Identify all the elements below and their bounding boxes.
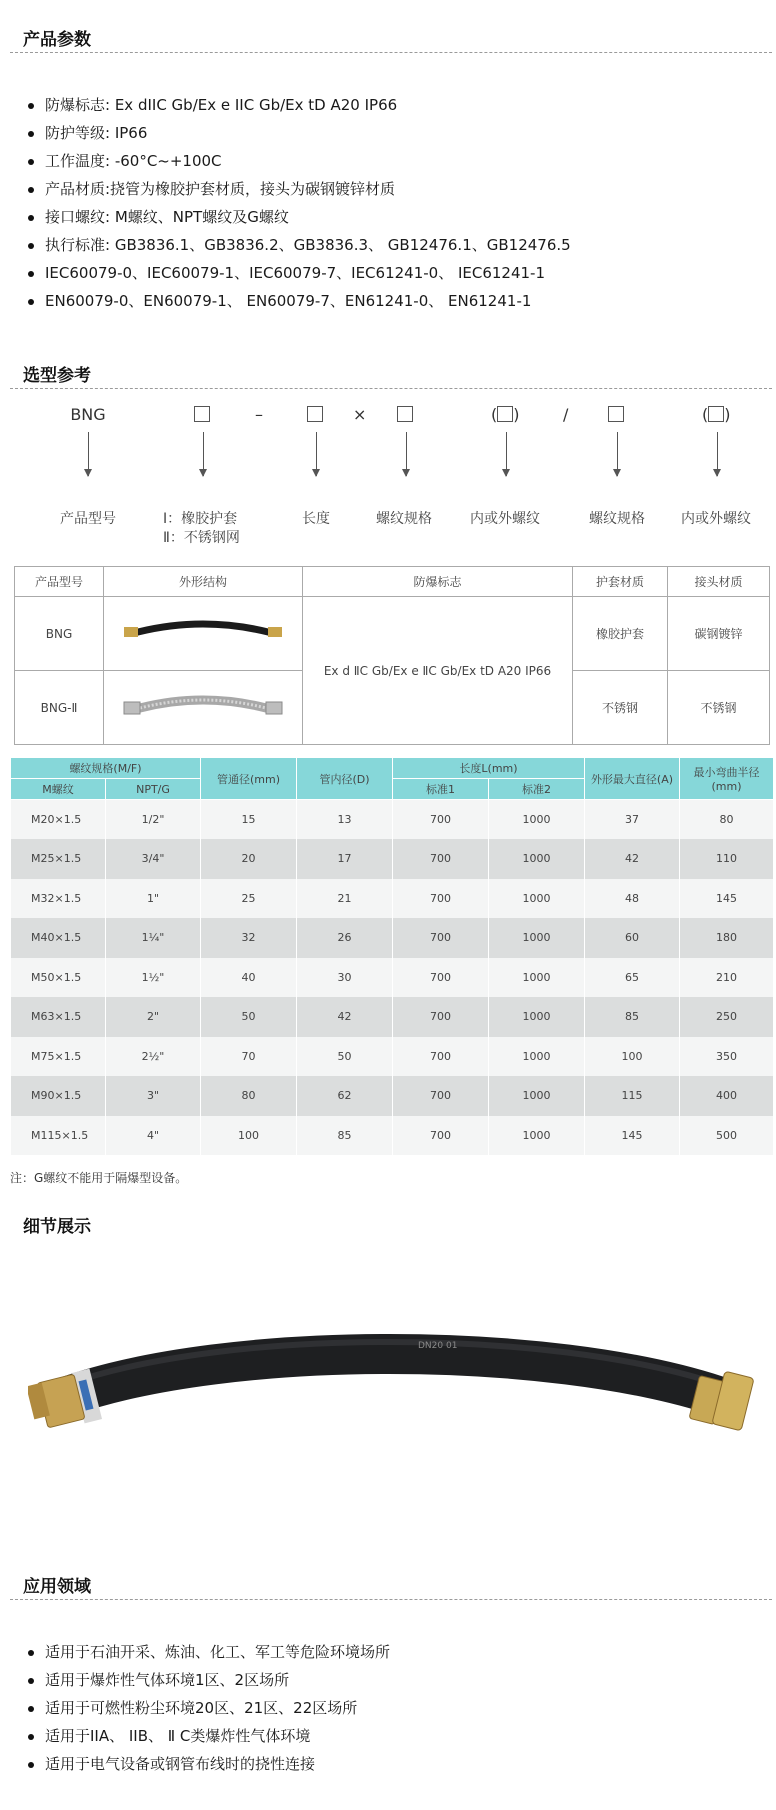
cell-model: BNG xyxy=(15,597,104,671)
param-item: 防护等级: IP66 xyxy=(28,119,571,147)
cell-joint: 碳钢镀锌 xyxy=(668,597,770,671)
header-length: 长度L(mm) xyxy=(393,758,585,779)
table-cell: 32 xyxy=(201,918,297,958)
params-list xyxy=(28,91,571,315)
table-header: 护套材质 xyxy=(573,567,668,597)
table-cell: 700 xyxy=(393,1116,489,1156)
table-header: 接头材质 xyxy=(668,567,770,597)
table-row xyxy=(11,1037,774,1077)
table-cell: 180 xyxy=(680,918,774,958)
param-item: 工作温度: -60°C~+100C xyxy=(28,147,571,175)
table-row xyxy=(15,597,770,671)
spec-body xyxy=(11,800,774,1156)
header-std1: 标准1 xyxy=(393,779,489,800)
table-cell: 1000 xyxy=(489,839,585,879)
cell-sheath: 橡胶护套 xyxy=(573,597,668,671)
table-cell: 1¼" xyxy=(106,918,201,958)
code-box-length xyxy=(307,405,323,424)
table-cell: 3/4" xyxy=(106,839,201,879)
table-cell: 700 xyxy=(393,839,489,879)
arrow-thread2 xyxy=(617,432,618,476)
table-cell: 2" xyxy=(106,997,201,1037)
table-cell: 17 xyxy=(297,839,393,879)
section-title-params: 产品参数 xyxy=(23,30,91,50)
table-cell: M90×1.5 xyxy=(11,1076,106,1116)
table-cell: M20×1.5 xyxy=(11,800,106,840)
arrow-thread1 xyxy=(406,432,407,476)
table-cell: 210 xyxy=(680,958,774,998)
table-cell: 145 xyxy=(585,1116,680,1156)
table-cell: 40 xyxy=(201,958,297,998)
param-item: 产品材质:挠管为橡胶护套材质，接头为碳钢镀锌材质 xyxy=(28,175,571,203)
table-cell: 1" xyxy=(106,879,201,919)
table-cell: 42 xyxy=(585,839,680,879)
code-dash: – xyxy=(255,405,263,424)
label-thread2: 螺纹规格 xyxy=(589,511,645,527)
cell-ex-mark: Ex d ⅡC Gb/Ex e ⅡC Gb/Ex tD A20 IP66 xyxy=(303,597,573,745)
table-cell: 1000 xyxy=(489,879,585,919)
table-cell: 48 xyxy=(585,879,680,919)
table-cell: 350 xyxy=(680,1037,774,1077)
code-box-type xyxy=(194,405,210,424)
table-cell: 65 xyxy=(585,958,680,998)
table-cell: 30 xyxy=(297,958,393,998)
label-inout2: 内或外螺纹 xyxy=(681,511,751,527)
param-item: 执行标准: GB3836.1、GB3836.2、GB3836.3、 GB12476.1、GB12476.5 xyxy=(28,231,571,259)
model-table xyxy=(14,566,770,745)
code-slash: / xyxy=(563,405,569,424)
table-cell: 700 xyxy=(393,1037,489,1077)
hose-print: DN20 01 xyxy=(418,1341,458,1351)
header-std2: 标准2 xyxy=(489,779,585,800)
table-row xyxy=(11,1076,774,1116)
header-outer: 外形最大直径(A) xyxy=(585,758,680,800)
table-cell: 700 xyxy=(393,800,489,840)
table-cell: M115×1.5 xyxy=(11,1116,106,1156)
table-cell: 250 xyxy=(680,997,774,1037)
table-row xyxy=(11,997,774,1037)
table-header-row xyxy=(15,567,770,597)
table-header: 产品型号 xyxy=(15,567,104,597)
table-cell: 4" xyxy=(106,1116,201,1156)
label-type1: Ⅰ：橡胶护套 xyxy=(163,511,238,527)
cell-model: BNG-Ⅱ xyxy=(15,671,104,745)
arrow-inout1 xyxy=(506,432,507,476)
arrow-inout2 xyxy=(717,432,718,476)
cell-sheath: 不锈钢 xyxy=(573,671,668,745)
table-cell: 21 xyxy=(297,879,393,919)
table-cell: 1000 xyxy=(489,918,585,958)
table-row xyxy=(11,1116,774,1156)
table-row xyxy=(11,879,774,919)
table-header: 外形结构 xyxy=(104,567,303,597)
section-title-application: 应用领域 xyxy=(23,1577,91,1597)
table-cell: 42 xyxy=(297,997,393,1037)
arrow-length xyxy=(316,432,317,476)
table-cell: 80 xyxy=(201,1076,297,1116)
table-cell: 1000 xyxy=(489,997,585,1037)
table-cell: 70 xyxy=(201,1037,297,1077)
table-cell: 37 xyxy=(585,800,680,840)
label-model: 产品型号 xyxy=(60,511,116,527)
table-cell: 100 xyxy=(201,1116,297,1156)
table-cell: 700 xyxy=(393,997,489,1037)
table-cell: 3" xyxy=(106,1076,201,1116)
table-cell: M63×1.5 xyxy=(11,997,106,1037)
table-cell: 1/2" xyxy=(106,800,201,840)
table-cell: 1½" xyxy=(106,958,201,998)
application-item: 适用于可燃性粉尘环境20区、21区、22区场所 xyxy=(28,1694,390,1722)
header-bend: 最小弯曲半径(mm) xyxy=(680,758,774,800)
table-cell: 145 xyxy=(680,879,774,919)
table-header: 防爆标志 xyxy=(303,567,573,597)
label-inout1: 内或外螺纹 xyxy=(470,511,540,527)
table-cell: 13 xyxy=(297,800,393,840)
header-inner: 管内径(D) xyxy=(297,758,393,800)
table-cell: 25 xyxy=(201,879,297,919)
table-cell: 700 xyxy=(393,958,489,998)
table-row xyxy=(11,800,774,840)
param-item: EN60079-0、EN60079-1、 EN60079-7、EN61241-0、 EN61241-1 xyxy=(28,287,571,315)
table-row xyxy=(11,918,774,958)
section-divider xyxy=(10,52,772,53)
param-item: 接口螺纹: M螺纹、NPT螺纹及G螺纹 xyxy=(28,203,571,231)
table-cell: 62 xyxy=(297,1076,393,1116)
application-item: 适用于IIA、 IIB、 Ⅱ C类爆炸性气体环境 xyxy=(28,1722,390,1750)
label-thread1: 螺纹规格 xyxy=(376,511,432,527)
header-thread: 螺纹规格(M/F) xyxy=(11,758,201,779)
code-times: × xyxy=(353,405,367,424)
table-cell: 60 xyxy=(585,918,680,958)
table-cell: 85 xyxy=(585,997,680,1037)
code-box-inout2: ( ) xyxy=(702,405,731,424)
footnote: 注：G螺纹不能用于隔爆型设备。 xyxy=(10,1171,188,1185)
application-item: 适用于爆炸性气体环境1区、2区场所 xyxy=(28,1666,390,1694)
code-box-thread2 xyxy=(608,405,624,424)
section-title-detail: 细节展示 xyxy=(23,1217,91,1237)
table-cell: 20 xyxy=(201,839,297,879)
table-cell: 115 xyxy=(585,1076,680,1116)
hose-detail-photo xyxy=(28,1300,756,1460)
table-cell: M75×1.5 xyxy=(11,1037,106,1077)
table-cell: 50 xyxy=(297,1037,393,1077)
table-cell: 15 xyxy=(201,800,297,840)
table-header-row xyxy=(11,758,774,779)
table-cell: 1000 xyxy=(489,1116,585,1156)
table-cell: 2½" xyxy=(106,1037,201,1077)
table-cell: 110 xyxy=(680,839,774,879)
header-npt: NPT/G xyxy=(106,779,201,800)
table-cell: 85 xyxy=(297,1116,393,1156)
section-title-selection: 选型参考 xyxy=(23,366,91,386)
table-cell: 700 xyxy=(393,1076,489,1116)
header-bore: 管通径(mm) xyxy=(201,758,297,800)
section-divider xyxy=(10,1599,772,1600)
table-cell: 50 xyxy=(201,997,297,1037)
table-cell: 700 xyxy=(393,918,489,958)
spec-table xyxy=(10,757,774,1155)
table-row xyxy=(11,839,774,879)
application-list xyxy=(28,1638,390,1778)
application-item: 适用于石油开采、炼油、化工、军工等危险环境场所 xyxy=(28,1638,390,1666)
table-cell: M40×1.5 xyxy=(11,918,106,958)
param-item: IEC60079-0、IEC60079-1、IEC60079-7、IEC61241-0、 IEC61241-1 xyxy=(28,259,571,287)
section-divider xyxy=(10,388,772,389)
label-length: 长度 xyxy=(302,511,330,527)
table-cell: 500 xyxy=(680,1116,774,1156)
table-cell: 1000 xyxy=(489,1037,585,1077)
header-m: M螺纹 xyxy=(11,779,106,800)
code-model: BNG xyxy=(70,405,106,424)
cell-joint: 不锈钢 xyxy=(668,671,770,745)
table-cell: 1000 xyxy=(489,958,585,998)
model-code-diagram xyxy=(0,405,776,555)
table-cell: M25×1.5 xyxy=(11,839,106,879)
table-cell: 80 xyxy=(680,800,774,840)
table-cell: 400 xyxy=(680,1076,774,1116)
hose-image-steel xyxy=(104,671,303,745)
application-item: 适用于电气设备或钢管布线时的挠性连接 xyxy=(28,1750,390,1778)
table-cell: M50×1.5 xyxy=(11,958,106,998)
code-box-thread1 xyxy=(397,405,413,424)
table-cell: M32×1.5 xyxy=(11,879,106,919)
param-item: 防爆标志: Ex dIIC Gb/Ex e IIC Gb/Ex tD A20 IP66 xyxy=(28,91,571,119)
table-cell: 100 xyxy=(585,1037,680,1077)
table-cell: 1000 xyxy=(489,1076,585,1116)
table-cell: 700 xyxy=(393,879,489,919)
table-row xyxy=(11,958,774,998)
code-box-inout1: ( ) xyxy=(491,405,520,424)
arrow-type xyxy=(203,432,204,476)
arrow-model xyxy=(88,432,89,476)
label-type2: Ⅱ：不锈钢网 xyxy=(163,530,240,546)
hose-image-rubber xyxy=(104,597,303,671)
table-cell: 1000 xyxy=(489,800,585,840)
table-cell: 26 xyxy=(297,918,393,958)
